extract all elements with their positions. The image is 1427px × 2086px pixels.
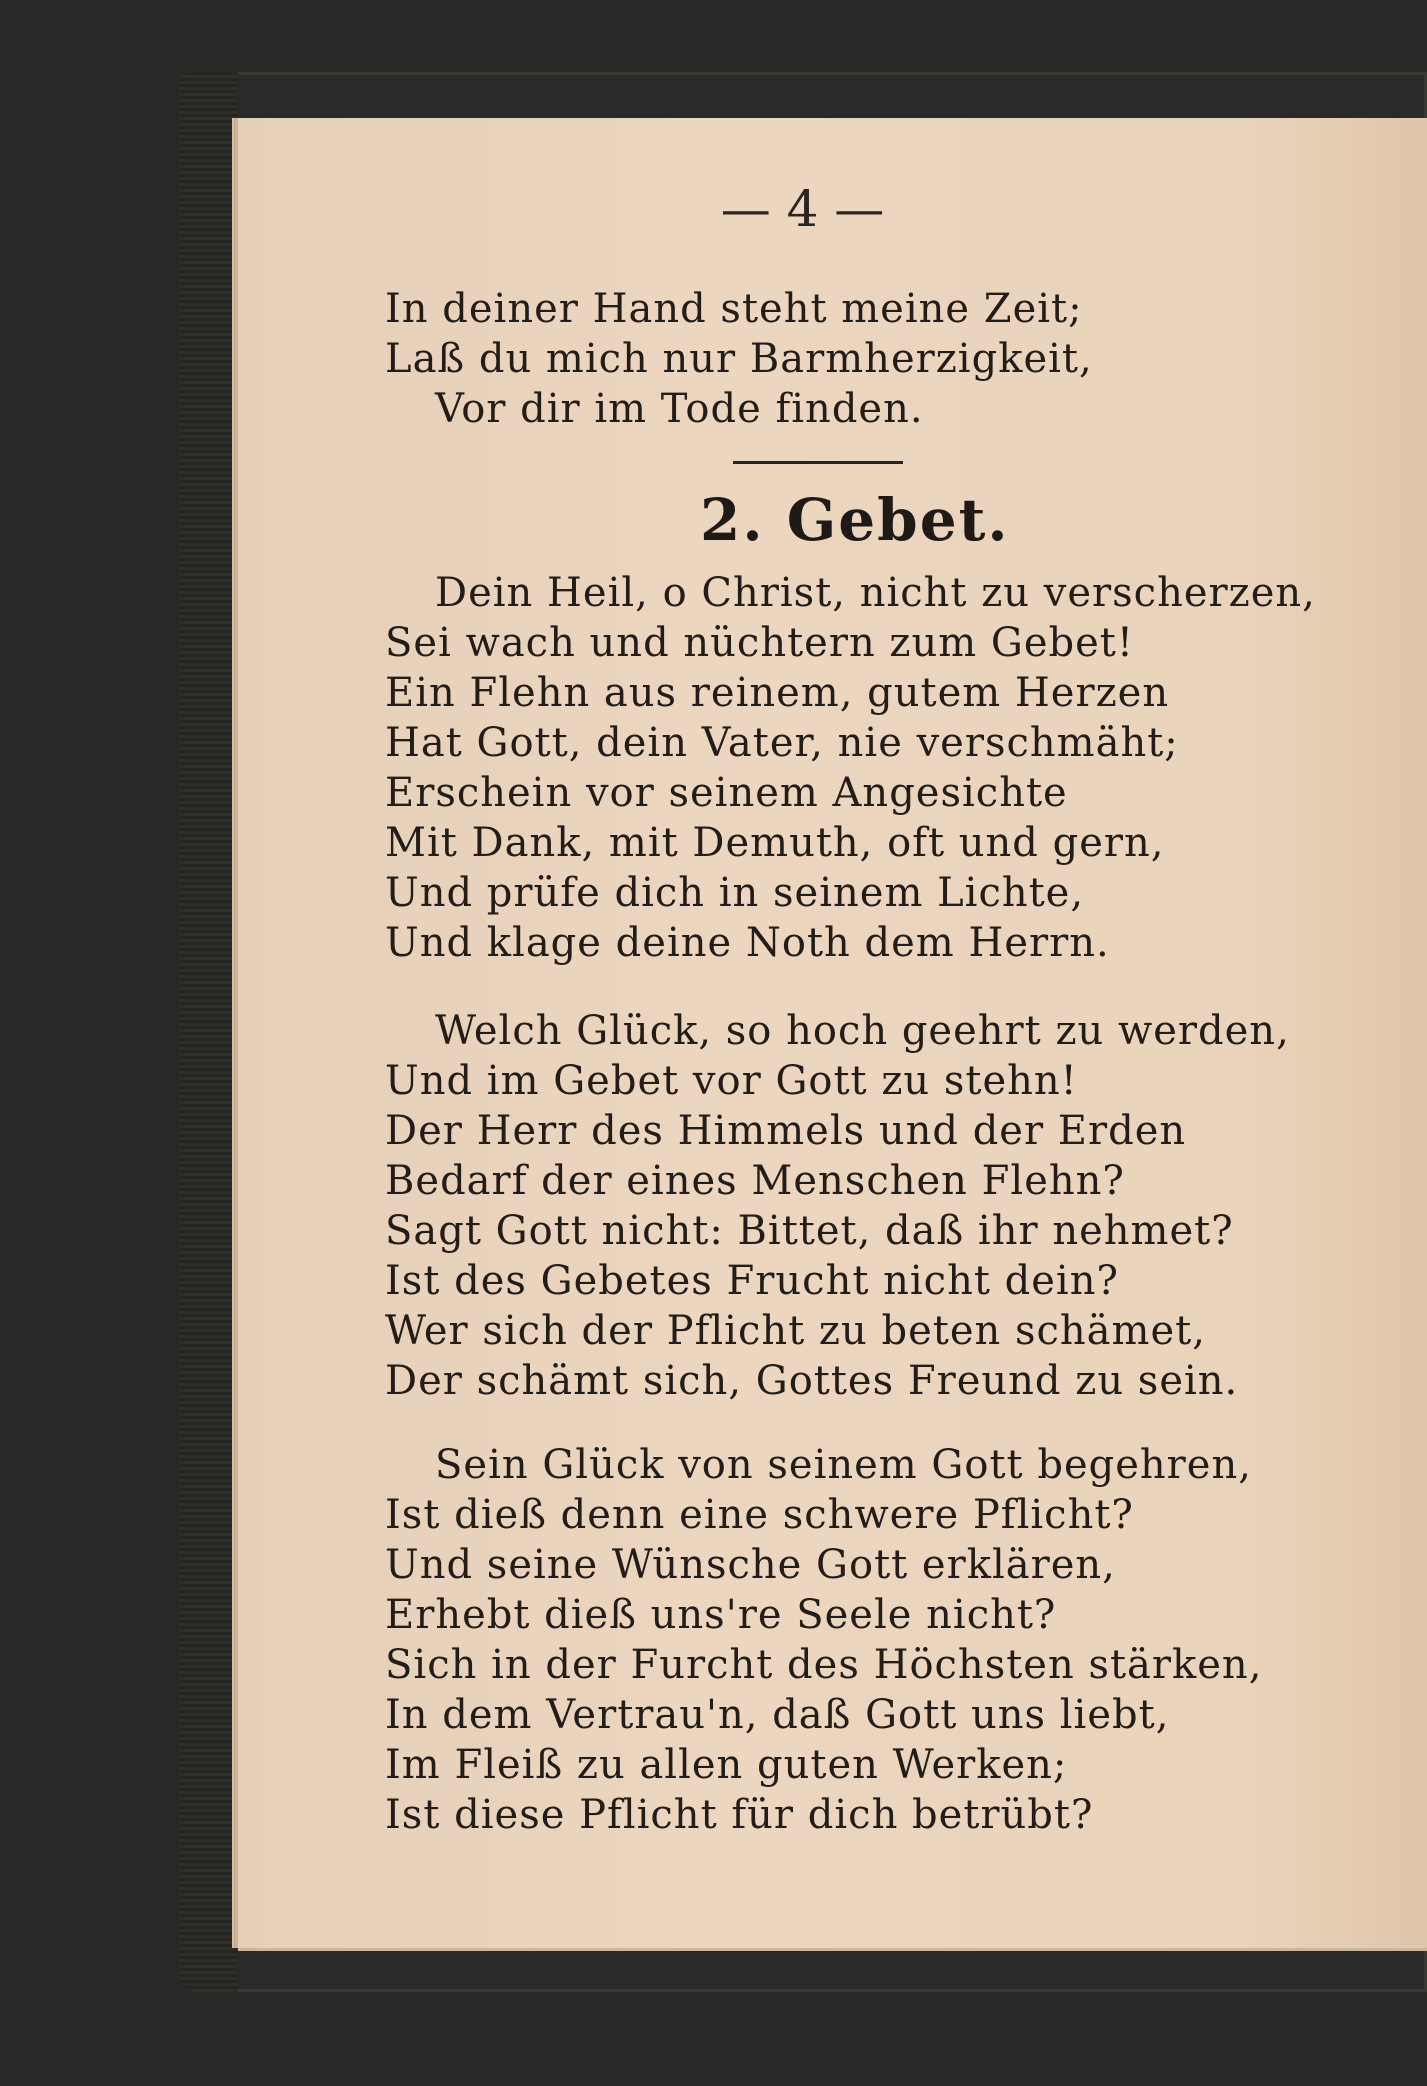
verse-line: Ist des Gebetes Frucht nicht dein? — [385, 1258, 1119, 1304]
verse-line: Sich in der Furcht des Höchsten stärken, — [385, 1642, 1263, 1688]
verse-line: Im Fleiß zu allen guten Werken; — [385, 1742, 1068, 1788]
stanza-2 — [385, 1006, 1290, 1406]
verse-line: Laß du mich nur Barmherzigkeit, — [385, 336, 1093, 382]
verse-line: Erschein vor seinem Angesichte — [385, 770, 1068, 816]
verse-line: Und im Gebet vor Gott zu stehn! — [385, 1058, 1078, 1104]
verse-line: In dem Vertrau'n, daß Gott uns liebt, — [385, 1692, 1170, 1738]
stanza-3 — [385, 1440, 1285, 1840]
stanza-1 — [385, 568, 1316, 968]
section-heading: 2. Gebet. — [700, 486, 1010, 554]
intro-verse — [385, 284, 1285, 434]
verse-line: Sei wach und nüchtern zum Gebet! — [385, 620, 1134, 666]
verse-line: Sagt Gott nicht: Bittet, daß ihr nehmet? — [385, 1208, 1234, 1254]
verse-line: Hat Gott, dein Vater, nie verschmäht; — [385, 720, 1179, 766]
verse-line: Der schämt sich, Gottes Freund zu sein. — [385, 1358, 1239, 1404]
verse-line: Dein Heil, o Christ, nicht zu verscherzen, — [435, 570, 1316, 616]
verse-line: Ist diese Pflicht für dich betrübt? — [385, 1792, 1094, 1838]
verse-line: Und klage deine Noth dem Herrn. — [385, 920, 1110, 966]
page-number: — 4 — — [720, 180, 885, 238]
verse-line: Und seine Wünsche Gott erklären, — [385, 1542, 1116, 1588]
cover-spine-edge — [178, 72, 238, 1992]
verse-line: Der Herr des Himmels und der Erden — [385, 1108, 1187, 1154]
verse-line: Ist dieß denn eine schwere Pflicht? — [385, 1492, 1134, 1538]
verse-line: Mit Dank, mit Demuth, oft und gern, — [385, 820, 1165, 866]
verse-line: Und prüfe dich in seinem Lichte, — [385, 870, 1085, 916]
verse-line: Wer sich der Pflicht zu beten schämet, — [385, 1308, 1206, 1354]
verse-line: Sein Glück von seinem Gott begehren, — [435, 1442, 1252, 1488]
section-divider — [733, 461, 903, 464]
verse-line: Welch Glück, so hoch geehrt zu werden, — [435, 1008, 1290, 1054]
verse-line: Bedarf der eines Menschen Flehn? — [385, 1158, 1125, 1204]
verse-line: Vor dir im Tode finden. — [435, 386, 924, 432]
verse-line: Ein Flehn aus reinem, gutem Herzen — [385, 670, 1170, 716]
verse-line: In deiner Hand steht meine Zeit; — [385, 286, 1083, 332]
verse-line: Erhebt dieß uns're Seele nicht? — [385, 1592, 1057, 1638]
